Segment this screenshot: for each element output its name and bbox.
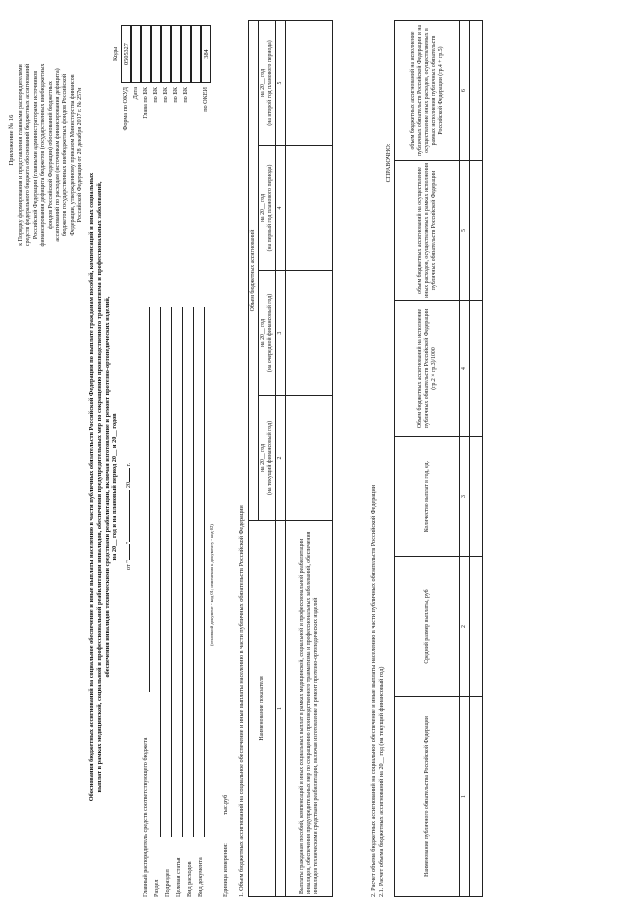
header-field-line	[193, 307, 194, 837]
table-cell	[470, 21, 483, 161]
column-number: 6	[460, 21, 470, 161]
table-cell	[286, 20, 333, 145]
group-header: Объем бюджетных ассигнований	[249, 20, 259, 520]
year-label: на 20__ год	[260, 193, 266, 223]
appendix-line: фондов Российской Федерации) обоснований бюджетных	[47, 81, 54, 229]
header-field-row	[140, 297, 151, 897]
year-note: (на очередной финансовый год)	[267, 293, 273, 373]
column-number: 1	[276, 521, 286, 897]
header-field-line	[171, 307, 172, 837]
code-label: по БК	[172, 87, 179, 103]
year-header	[259, 146, 276, 271]
code-value	[191, 25, 201, 83]
units-value: тыс.руб	[222, 794, 229, 815]
table-cell	[286, 146, 333, 271]
table-cell	[286, 396, 333, 521]
column-number: 3	[276, 271, 286, 396]
column-number: 3	[460, 437, 470, 557]
header-field-row	[184, 297, 195, 897]
main-title	[88, 77, 119, 897]
table-cell	[470, 697, 483, 897]
year-header	[259, 20, 276, 145]
codes-header: Коды	[112, 46, 119, 62]
header-field-label: Целевая статья	[175, 857, 182, 897]
header-field-label: Раздел	[153, 879, 160, 897]
header-field-label: Подраздел	[164, 869, 171, 897]
section2-subtitle: 2.1. Расчет объема бюджетных ассигнований на 20__ год (на текущий финансовый год)	[378, 666, 385, 897]
appendix-line: Российской Федерации от 28 декабря 2017 г. № 257н	[77, 87, 84, 223]
table-cell	[470, 161, 483, 301]
code-label: по ОКЕИ	[202, 87, 209, 112]
code-value	[131, 25, 141, 83]
section2-title: 2. Расчет объема бюджетных ассигнований на социальное обеспечение и иные выплаты населению в части публичных обязательств Российской Федерации	[370, 485, 377, 897]
code-value	[161, 25, 171, 83]
section1-table	[248, 20, 333, 897]
code-label: по БК	[162, 87, 169, 103]
header-field-row	[162, 297, 173, 897]
main-title-line: на 20__ год и на плановый период 20__ и 20__ годов	[111, 413, 119, 561]
table-cell	[470, 301, 483, 437]
doc-hint: (основной документ - код 01; изменения к документу - код 02)	[209, 524, 214, 646]
column-number: 4	[276, 146, 286, 271]
appendix-line: бюджетов государственных внебюджетных фондов Российской	[62, 73, 69, 237]
table-cell	[470, 557, 483, 697]
column-number: 1	[460, 697, 470, 897]
code-label: по БК	[152, 87, 159, 103]
year-label: на 20__ год	[260, 443, 266, 473]
appendix-line: Федерации, утвержденному приказом Министерства финансов	[69, 74, 76, 236]
code-value: 384	[201, 25, 211, 83]
code-value	[151, 25, 161, 83]
date-line: от "" 20 г.	[125, 463, 132, 570]
column-number: 2	[276, 396, 286, 521]
reference-label: СПРАВОЧНО:	[385, 143, 392, 183]
header-field-row	[173, 297, 184, 897]
year-note: (на первый год планового периода)	[267, 164, 273, 252]
header-field-line	[149, 307, 150, 692]
table-cell	[286, 271, 333, 396]
appendix-line: к Порядку формирования и представления главными распорядителями	[18, 64, 24, 246]
year-label: на 20__ год	[260, 68, 266, 98]
year-header	[259, 271, 276, 396]
code-label: Дата	[132, 87, 139, 100]
main-title-line: выплат в рамках медицинской, социальной и профессиональной реабилитации инвалидов, обеспечения предупредительных мер по сокращению производственного травматизма и профессиональных заболеваний,	[95, 181, 103, 793]
code-label: Глава по БК	[142, 87, 149, 119]
code-value	[181, 25, 191, 83]
appendix-line: средств федерального бюджета обоснований бюджетных ассигнований	[25, 63, 32, 247]
header-fields	[140, 297, 206, 897]
year-header	[259, 396, 276, 521]
code-label: Форма по ОКУД	[122, 87, 129, 131]
column-number: 4	[460, 301, 470, 437]
column-header: Средний размер выплаты, руб	[395, 557, 460, 697]
code-value	[141, 25, 151, 83]
column-number: 5	[276, 20, 286, 145]
code-value	[171, 25, 181, 83]
header-field-row	[151, 297, 162, 897]
column-header: объем бюджетных ассигнований на исполнение публичных обязательств Российской Федерации и на осуществление иных расходов, осуществляемых в рамках исполнения публичных обязательств Российской Федерации (гр.4 + гр.5)	[395, 21, 460, 161]
year-label: на 20__ год	[260, 318, 266, 348]
appendix-title: Приложение № 16	[8, 114, 15, 166]
header-field-line	[204, 307, 205, 837]
code-label: по БК	[182, 87, 189, 103]
header-field-row	[195, 297, 206, 897]
header-field-label: Вид документа	[197, 857, 204, 897]
col-name-header: Наименование показателя	[249, 521, 276, 897]
main-title-line: обеспечения инвалидов техническими средствами реабилитации, включая изготовление и ремонт протезно-ортопедических изделий,	[103, 296, 111, 678]
main-title-line: Обоснования бюджетных ассигнований на социальное обеспечение и иные выплаты населению в части публичных обязательств Российской Федерации по выплате гражданам пособий, компенсаций и иных социальных	[88, 172, 95, 802]
header-field-line	[160, 307, 161, 837]
header-field-line	[182, 307, 183, 837]
year-note: (на второй год планового периода)	[267, 40, 273, 126]
header-field-label: Вид расходов	[186, 861, 193, 897]
section2-table	[394, 20, 483, 897]
appendix-line: Российской Федерации (главными администраторами источников	[32, 70, 39, 240]
column-header: Наименование публичного обязательства Российской Федерации	[395, 697, 460, 897]
appendix-text	[18, 5, 85, 305]
section1-title: 1. Объем бюджетных ассигнований на социальное обеспечение и иные выплаты населению в части публичных обязательств Российской Федерации	[238, 505, 245, 897]
appendix-line: финансирования дефицита бюджетов (государственных внебюджетных	[40, 63, 47, 247]
header-field-label: Главный распорядитель средств соответствующего бюджета	[142, 737, 149, 897]
code-value: 0505327	[121, 25, 131, 83]
table-row: Выплаты гражданам пособий, компенсаций и иных социальных выплат в рамках медицинской, социальной и профессиональной реабилитации инвалидов, обеспечения предупредительных мер по сокращению производственного травматизма и профессиональных заболеваний, обеспечения инвалидов техническими средствами реабилитации, включая изготовление и ремонт протезно-ортопедических изделий	[286, 521, 333, 897]
appendix-line: ассигнований по расходам (источникам финансирования дефицита)	[55, 68, 62, 242]
column-number: 2	[460, 557, 470, 697]
column-header: объем бюджетных ассигнований на осуществление иных расходов, осуществляемых в рамках исполнения публичных обязательств Российской Федерации	[395, 161, 460, 301]
units-label: Единица измерения:	[222, 843, 229, 897]
column-number: 5	[460, 161, 470, 301]
year-note: (на текущий финансовый год)	[267, 420, 273, 496]
table-cell	[470, 437, 483, 557]
column-header: Объем бюджетных ассигнований на исполнение публичных обязательств Российской Федерации (гр.2 × гр.3)/1000	[395, 301, 460, 437]
column-header: Количество выплат в год, ед.	[395, 437, 460, 557]
